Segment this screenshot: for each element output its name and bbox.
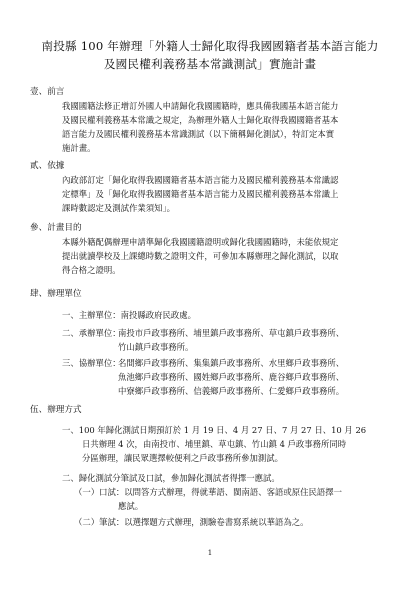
paragraph-line: 及國民權利義務基本常識之規定，為辦理外籍人士歸化取得我國國籍者基本 <box>62 115 339 125</box>
section-heading-method: 伍、辦理方式 <box>30 405 82 415</box>
co-organizer-label: 三、協辦單位： <box>62 358 121 368</box>
paragraph-line: 內政部訂定「歸化取得我國國籍者基本語言能力及國民權利義務基本常識認 <box>62 175 339 185</box>
section-heading-units: 肆、辦理單位 <box>30 289 82 299</box>
contractor-line: 竹山鎮戶政事務所。 <box>118 342 194 352</box>
section-heading-purpose: 參、計畫目的 <box>30 223 82 233</box>
section-heading-preface: 壹、前言 <box>30 87 65 97</box>
written-test-line: （二）筆試：以選擇題方式辦理，測驗卷書寫系統以華語為之。 <box>74 517 309 527</box>
paragraph-line: 語言能力及國民權利義務基本常識測試（以下簡稱歸化測試），特訂定本實 <box>62 129 335 139</box>
document-title-line-2: 及國民權利義務基本常識測試」實施計畫 <box>103 57 317 71</box>
method-item-line: 日共辦理 4 次，由南投市、埔里鎮、草屯鎮、竹山鎮 4 戶政事務所同時 <box>82 439 347 449</box>
paragraph-line: 課時數認定及測試作業須知」。 <box>62 203 176 213</box>
paragraph-line: 我國國籍法修正增訂外國人申請歸化我國國籍時，應具備我國基本語言能力 <box>62 101 339 111</box>
document-title-line-1: 南投縣 100 年辦理「外籍人士歸化取得我國國籍者基本語言能力 <box>41 39 379 53</box>
co-organizer-line: 名間鄉戶政事務所、集集鎮戶政事務所、水里鄉戶政事務所、 <box>118 358 345 368</box>
co-organizer-line: 魚池鄉戶政事務所、國姓鄉戶政事務所、鹿谷鄉戶政事務所、 <box>118 372 345 382</box>
method-item-line: 二、歸化測試分筆試及口試，參加歸化測試者得擇一應試。 <box>62 473 280 483</box>
paragraph-line: 提出就讀學校及上課總時數之證明文件，可參加本縣辦理之歸化測試，以取 <box>62 251 339 261</box>
oral-test-line: 應試。 <box>118 501 144 511</box>
section-heading-basis: 貳、依據 <box>30 161 65 171</box>
paragraph-line: 得合格之證明。 <box>62 265 121 275</box>
paragraph-line: 本縣外籍配偶辦理申請準歸化我國國籍證明或歸化我國國籍時，未能依規定 <box>62 237 339 247</box>
method-item-line: 分區辦理，讓民眾選擇較便利之戶政事務所參加測試。 <box>82 453 283 463</box>
page-number: 1 <box>207 549 213 557</box>
contractor-label: 二、承辦單位： <box>62 328 121 338</box>
oral-test-line: （一）口試：以問答方式辦理，得就華語、閩南語、客語或原住民語擇一 <box>74 487 342 497</box>
paragraph-line: 定標準」及「歸化取得我國國籍者基本語言能力及國民權利義務基本常識上 <box>62 189 339 199</box>
paragraph-line: 施計畫。 <box>62 143 96 153</box>
co-organizer-line: 中寮鄉戶政事務所、信義鄉戶政事務所、仁愛鄉戶政事務所。 <box>118 386 345 396</box>
organizer-line: 一、主辦單位：南投縣政府民政處。 <box>62 310 196 320</box>
contractor-line: 南投市戶政事務所、埔里鎮戶政事務所、草屯鎮戶政事務所、 <box>118 328 345 338</box>
method-item-line: 一、100 年歸化測試日期預訂於 1 月 19 日、4 月 27 日、7 月 27 日、10 月 26 <box>62 425 367 435</box>
